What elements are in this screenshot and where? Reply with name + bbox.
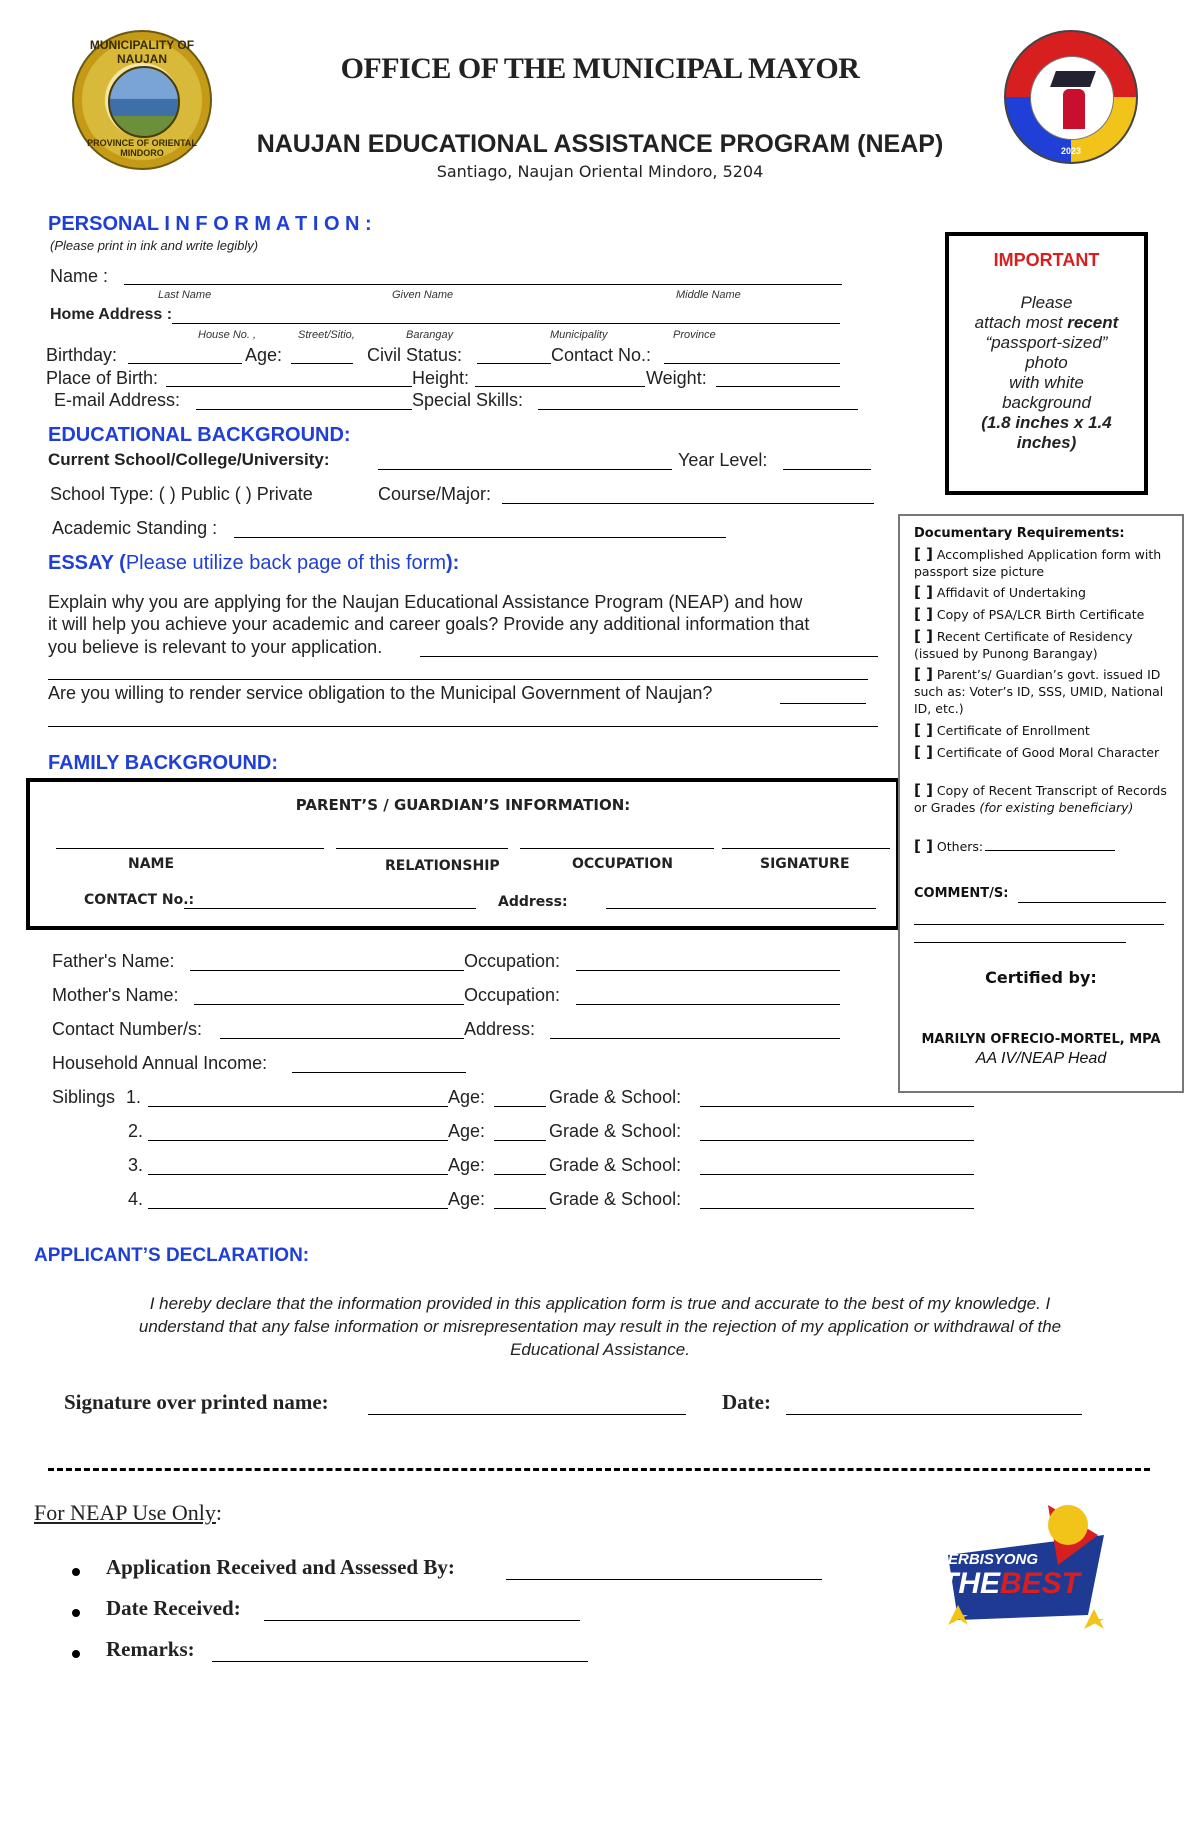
signature-field[interactable] <box>368 1414 686 1415</box>
mother-name-label: Mother's Name: <box>52 985 179 1005</box>
important-line3: “passport-sized” <box>985 333 1108 352</box>
personal-info-note: (Please print in ink and write legibly) <box>50 238 259 253</box>
name-field[interactable] <box>124 284 842 285</box>
docs-item-7[interactable]: [ ] Certificate of Good Moral Character <box>914 743 1160 761</box>
graduate-figure-icon <box>1063 89 1085 129</box>
special-skills-field[interactable] <box>538 409 858 410</box>
signature-label: Signature over printed name: <box>64 1390 329 1414</box>
sibling-4-age-field[interactable] <box>494 1208 546 1209</box>
comments-line-1[interactable] <box>1018 902 1166 903</box>
important-line2b: recent <box>1067 313 1119 332</box>
date-received-label: Date Received: <box>106 1596 241 1620</box>
service-obligation-answer[interactable] <box>780 703 866 704</box>
docs-item-9[interactable]: [ ] Others: <box>914 838 1176 855</box>
sibling-1-age-field[interactable] <box>494 1106 546 1107</box>
declaration-line2: understand that any false information or misrepresentation may result in the rejection of my application or withdrawal of the <box>138 1317 1062 1336</box>
neap-use-heading: For NEAP Use Only: <box>34 1500 223 1525</box>
office-address: Santiago, Naujan Oriental Mindoro, 5204 <box>436 162 764 181</box>
current-school-field[interactable] <box>378 469 672 470</box>
cut-line-divider <box>48 1468 1150 1471</box>
transcript-note: (for existing beneficiary) <box>979 800 1134 815</box>
personal-info-heading: PERSONAL I N F O R M A T I O N : <box>48 213 372 235</box>
municipality-caption: Municipality <box>550 329 608 341</box>
essay-answer-line2[interactable] <box>48 679 868 680</box>
guardian-address-label: Address: <box>498 894 568 910</box>
docs-item-1[interactable]: [ ] Accomplished Application form with passport size picture <box>914 545 1162 579</box>
important-line6: background <box>1002 393 1091 412</box>
household-income-label: Household Annual Income: <box>52 1053 268 1073</box>
remarks-label: Remarks: <box>106 1637 195 1661</box>
declaration-date-field[interactable] <box>786 1414 1082 1415</box>
sibling-2-name-field[interactable] <box>148 1140 448 1141</box>
seal-text-thebest: THEBEST <box>940 1567 1081 1600</box>
father-name-label: Father's Name: <box>52 951 175 971</box>
essay-answer-line3[interactable] <box>48 726 878 727</box>
col-signature-label: SIGNATURE <box>760 856 850 872</box>
seal-text-serbisyong: SERBISYONG <box>938 1551 1039 1568</box>
docs-item-4[interactable]: [ ] Recent Certificate of Residency (issued by Punong Barangay) <box>914 627 1133 661</box>
house-no-caption: House No. , <box>198 329 257 341</box>
father-occupation-field[interactable] <box>576 970 840 971</box>
docs-item-6[interactable]: [ ] Certificate of Enrollment <box>914 721 1090 739</box>
sibling-2-age-label: Age: <box>448 1121 486 1141</box>
email-field[interactable] <box>196 409 412 410</box>
barangay-caption: Barangay <box>406 329 454 341</box>
civil-status-field[interactable] <box>477 363 551 364</box>
father-name-field[interactable] <box>190 970 464 971</box>
sibling-2-grade-label: Grade & School: <box>549 1121 682 1141</box>
declaration-line3: Educational Assistance. <box>510 1340 690 1359</box>
sibling-4-name-field[interactable] <box>148 1208 448 1209</box>
comments-line-2[interactable] <box>914 924 1164 925</box>
seal-ring-top: MUNICIPALITY OF NAUJAN <box>89 38 195 66</box>
sibling-1-grade-label: Grade & School: <box>549 1087 682 1107</box>
essay-answer-line1[interactable] <box>420 656 878 657</box>
province-caption: Province <box>673 329 716 341</box>
docs-title: Documentary Requirements: <box>914 526 1125 541</box>
bullet-icon <box>72 1609 80 1617</box>
course-major-label: Course/Major: <box>378 484 492 504</box>
name-label: Name : <box>50 266 109 286</box>
sibling-2-number: 2. <box>128 1121 144 1141</box>
neap-logo-year: 2023 <box>1060 146 1082 156</box>
family-address-field[interactable] <box>550 1038 840 1039</box>
educational-background-heading: EDUCATIONAL BACKGROUND: <box>48 424 351 446</box>
mother-occupation-field[interactable] <box>576 1004 840 1005</box>
family-address-label: Address: <box>464 1019 536 1039</box>
mother-occupation-label: Occupation: <box>464 985 561 1005</box>
docs-item-5[interactable]: [ ] Parent’s/ Guardian’s govt. issued ID such as: Voter’s ID, SSS, UMID, National ID, etc.) <box>914 665 1164 716</box>
important-line5: with white <box>1009 373 1084 392</box>
academic-standing-field[interactable] <box>234 537 726 538</box>
important-line7: (1.8 inches x 1.4 <box>981 413 1112 432</box>
household-income-field[interactable] <box>292 1072 466 1073</box>
sibling-3-grade-label: Grade & School: <box>549 1155 682 1175</box>
guardian-occupation-field[interactable] <box>520 848 714 849</box>
received-assessed-label: Application Received and Assessed By: <box>106 1555 455 1579</box>
sibling-2-grade-field[interactable] <box>700 1140 974 1141</box>
sibling-4-grade-label: Grade & School: <box>549 1189 682 1209</box>
essay-prompt-line2: it will help you achieve your academic and career goals? Provide any additional information that <box>48 614 810 634</box>
age-label: Age: <box>245 345 283 365</box>
guardian-contact-label: CONTACT No.: <box>84 892 195 908</box>
essay-prompt-line1: Explain why you are applying for the Naujan Educational Assistance Program (NEAP) and how <box>48 592 803 612</box>
comments-line-3[interactable] <box>914 942 1126 943</box>
docs-item-2[interactable]: [ ] Affidavit of Undertaking <box>914 583 1086 601</box>
course-major-field[interactable] <box>502 503 874 504</box>
weight-field[interactable] <box>716 386 840 387</box>
important-line4: photo <box>1025 353 1068 372</box>
essay-prompt-line3: you believe is relevant to your application. <box>48 637 383 657</box>
last-name-caption: Last Name <box>158 289 212 301</box>
age-field[interactable] <box>291 363 353 364</box>
weight-label: Weight: <box>646 368 707 388</box>
sibling-3-grade-field[interactable] <box>700 1174 974 1175</box>
school-type-options[interactable]: School Type: ( ) Public ( ) Private <box>50 484 313 504</box>
given-name-caption: Given Name <box>392 289 454 301</box>
sibling-3-age-label: Age: <box>448 1155 486 1175</box>
guardian-address-field[interactable] <box>606 908 876 909</box>
comments-label: COMMENT/S: <box>914 886 1009 901</box>
bullet-icon <box>72 1568 80 1576</box>
father-occupation-label: Occupation: <box>464 951 561 971</box>
certifier-name: MARILYN OFRECIO-MORTEL, MPA <box>921 1032 1161 1047</box>
middle-name-caption: Middle Name <box>676 289 741 301</box>
col-relationship-label: RELATIONSHIP <box>385 858 500 874</box>
docs-item-8[interactable]: [ ] Copy of Recent Transcript of Records or Grades (for existing beneficiary) <box>914 781 1167 815</box>
place-of-birth-label: Place of Birth: <box>46 368 159 388</box>
essay-heading <box>48 552 459 575</box>
home-address-label: Home Address : <box>50 306 173 323</box>
academic-standing-label: Academic Standing : <box>52 518 218 538</box>
serbisyong-the-best-logo <box>928 1495 1124 1635</box>
place-of-birth-field[interactable] <box>166 386 412 387</box>
remarks-field[interactable] <box>212 1661 588 1662</box>
year-level-label: Year Level: <box>678 450 768 470</box>
street-caption: Street/Sitio, <box>298 329 355 341</box>
sibling-2-age-field[interactable] <box>494 1140 546 1141</box>
sibling-3-name-field[interactable] <box>148 1174 448 1175</box>
declaration-line1: I hereby declare that the information provided in this application form is true and accurate to the best of my knowledge. I <box>149 1294 1051 1313</box>
sibling-3-number: 3. <box>128 1155 144 1175</box>
current-school-label: Current School/College/University: <box>48 450 330 469</box>
program-title: NAUJAN EDUCATIONAL ASSISTANCE PROGRAM (NEAP) <box>256 130 944 158</box>
guardian-signature-field[interactable] <box>722 848 890 849</box>
certified-by-label: Certified by: <box>985 968 1097 987</box>
family-background-heading: FAMILY BACKGROUND: <box>48 752 279 774</box>
declaration-heading: APPLICANT’S DECLARATION: <box>34 1245 310 1266</box>
year-level-field[interactable] <box>783 469 871 470</box>
docs-item-3[interactable]: [ ] Copy of PSA/LCR Birth Certificate <box>914 605 1145 623</box>
important-line2a: attach most <box>974 313 1068 332</box>
photo-instruction-box <box>945 232 1148 495</box>
mother-name-field[interactable] <box>194 1004 464 1005</box>
home-address-field[interactable] <box>172 323 840 324</box>
contact-numbers-field[interactable] <box>220 1038 464 1039</box>
sibling-1-grade-field[interactable] <box>700 1106 974 1107</box>
bullet-icon <box>72 1650 80 1658</box>
contact-no-field[interactable] <box>664 363 840 364</box>
important-line8: inches) <box>1016 433 1077 452</box>
essay-title-a: ESSAY ( <box>48 552 126 574</box>
email-label: E-mail Address: <box>54 390 181 410</box>
special-skills-label: Special Skills: <box>412 390 524 410</box>
service-obligation-question: Are you willing to render service obligation to the Municipal Government of Naujan? <box>48 683 713 703</box>
parent-guardian-title: PARENT’S / GUARDIAN’S INFORMATION: <box>295 796 631 814</box>
important-line1: Please <box>1020 293 1073 312</box>
guardian-name-field[interactable] <box>56 848 324 849</box>
birthday-field[interactable] <box>128 363 242 364</box>
declaration-date-label: Date: <box>722 1390 771 1414</box>
guardian-contact-field[interactable] <box>184 908 476 909</box>
civil-status-label: Civil Status: <box>367 345 463 365</box>
sibling-1-number: 1. <box>126 1087 142 1107</box>
col-occupation-label: OCCUPATION <box>572 856 673 872</box>
documentary-requirements-box <box>898 514 1184 1093</box>
essay-title-c: ): <box>446 552 460 574</box>
date-received-field[interactable] <box>264 1620 580 1621</box>
height-field[interactable] <box>475 386 645 387</box>
col-name-label: NAME <box>128 856 175 872</box>
contact-numbers-label: Contact Number/s: <box>52 1019 203 1039</box>
certifier-title: AA IV/NEAP Head <box>975 1050 1107 1067</box>
birthday-label: Birthday: <box>46 345 118 365</box>
sibling-1-name-field[interactable] <box>148 1106 448 1107</box>
sibling-4-age-label: Age: <box>448 1189 486 1209</box>
seal-ring-bottom: PROVINCE OF ORIENTAL MINDORO <box>87 138 197 158</box>
sibling-4-grade-field[interactable] <box>700 1208 974 1209</box>
height-label: Height: <box>412 368 470 388</box>
guardian-relationship-field[interactable] <box>336 848 508 849</box>
office-title: OFFICE OF THE MUNICIPAL MAYOR <box>340 52 860 85</box>
parent-guardian-box <box>26 778 900 930</box>
sibling-3-age-field[interactable] <box>494 1174 546 1175</box>
contact-no-label: Contact No.: <box>551 345 652 365</box>
received-assessed-field[interactable] <box>506 1579 822 1580</box>
important-title: IMPORTANT <box>993 250 1100 270</box>
sibling-1-age-label: Age: <box>448 1087 486 1107</box>
sibling-4-number: 4. <box>128 1189 144 1209</box>
essay-title-b: Please utilize back page of this form <box>125 552 446 574</box>
siblings-label: Siblings <box>52 1087 116 1107</box>
